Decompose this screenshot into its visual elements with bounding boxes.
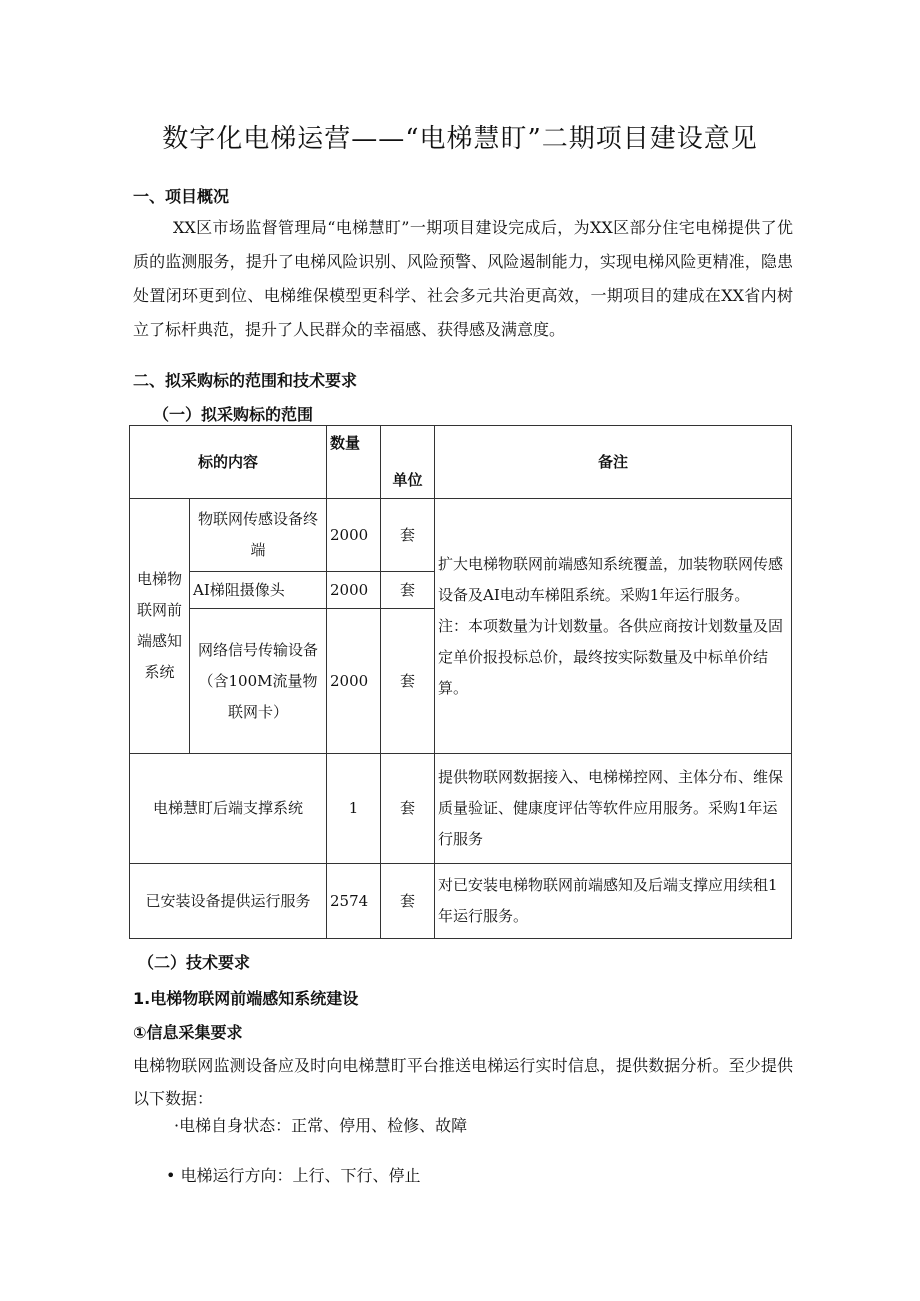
section-heading-scope: 二、拟采购标的范围和技术要求	[133, 371, 358, 390]
table-row	[130, 754, 792, 864]
row-content: 已安装设备提供运行服务	[130, 864, 327, 939]
table-header-row	[130, 426, 792, 499]
category-cell: 电梯物联网前端感知系统	[130, 499, 190, 754]
header-content: 标的内容	[130, 426, 327, 499]
item-unit: 套	[381, 572, 435, 609]
scope-table	[129, 425, 792, 939]
group-remark: 扩大电梯物联网前端感知系统覆盖，加装物联网传感设备及AI电动车梯阻系统。采购1年运行服务。	[438, 554, 784, 604]
header-quantity: 数量	[327, 426, 381, 499]
header-remarks: 备注	[435, 426, 792, 499]
row-remark: 提供物联网数据接入、电梯梯控网、主体分布、维保质量验证、健康度评估等软件应用服务。采购1年运行服务	[435, 754, 792, 864]
item-quantity: 2000	[327, 609, 381, 754]
subheading-tech: （二）技术要求	[138, 953, 251, 972]
subheading-frontend: 1.电梯物联网前端感知系统建设	[133, 989, 359, 1008]
collection-paragraph: 电梯物联网监测设备应及时向电梯慧盯平台推送电梯运行实时信息，提供数据分析。至少提供以下数据：	[133, 1056, 793, 1108]
overview-paragraph	[133, 211, 793, 347]
overview-paragraph-text: XX区市场监督管理局“电梯慧盯”一期项目建设完成后，为XX区部分住宅电梯提供了优质的监测服务，提升了电梯风险识别、风险预警、风险遏制能力，实现电梯风险更精准，隐患处置闭环更到位、电梯维保模型更科学、社会多元共治更高效，一期项目的建成在XX省内树立了标杆典范，提升了人民群众的幸福感、获得感及满意度。	[133, 218, 793, 339]
item-unit: 套	[381, 499, 435, 572]
row-quantity: 2574	[327, 864, 381, 939]
item-name: 物联网传感设备终端	[190, 499, 327, 572]
table-row	[130, 499, 792, 572]
subheading-collection: ①信息采集要求	[133, 1023, 243, 1042]
item-unit: 套	[381, 609, 435, 754]
row-unit: 套	[381, 754, 435, 864]
section-heading-overview: 一、项目概况	[133, 187, 230, 206]
row-content: 电梯慧盯后端支撑系统	[130, 754, 327, 864]
item-name: 网络信号传输设备（含100M流量物联网卡）	[190, 609, 327, 754]
page-title: 数字化电梯运营——“电梯慧盯”二期项目建设意见	[162, 124, 758, 154]
row-remark: 对已安装电梯物联网前端感知及后端支撑应用续租1年运行服务。	[435, 864, 792, 939]
subheading-scope: （一）拟采购标的范围	[153, 405, 314, 424]
row-unit: 套	[381, 864, 435, 939]
list-item: ·电梯自身状态：正常、停用、检修、故障	[174, 1116, 468, 1135]
table-row	[130, 864, 792, 939]
row-quantity: 1	[327, 754, 381, 864]
header-unit: 单位	[381, 426, 435, 499]
item-quantity: 2000	[327, 499, 381, 572]
group-remark-cell	[435, 499, 792, 754]
item-quantity: 2000	[327, 572, 381, 609]
item-name: AI梯阻摄像头	[190, 572, 327, 609]
list-item: • 电梯运行方向：上行、下行、停止	[166, 1166, 421, 1185]
group-note: 注：本项数量为计划数量。各供应商按计划数量及固定单价报投标总价，最终按实际数量及中标单价结算。	[438, 616, 784, 697]
